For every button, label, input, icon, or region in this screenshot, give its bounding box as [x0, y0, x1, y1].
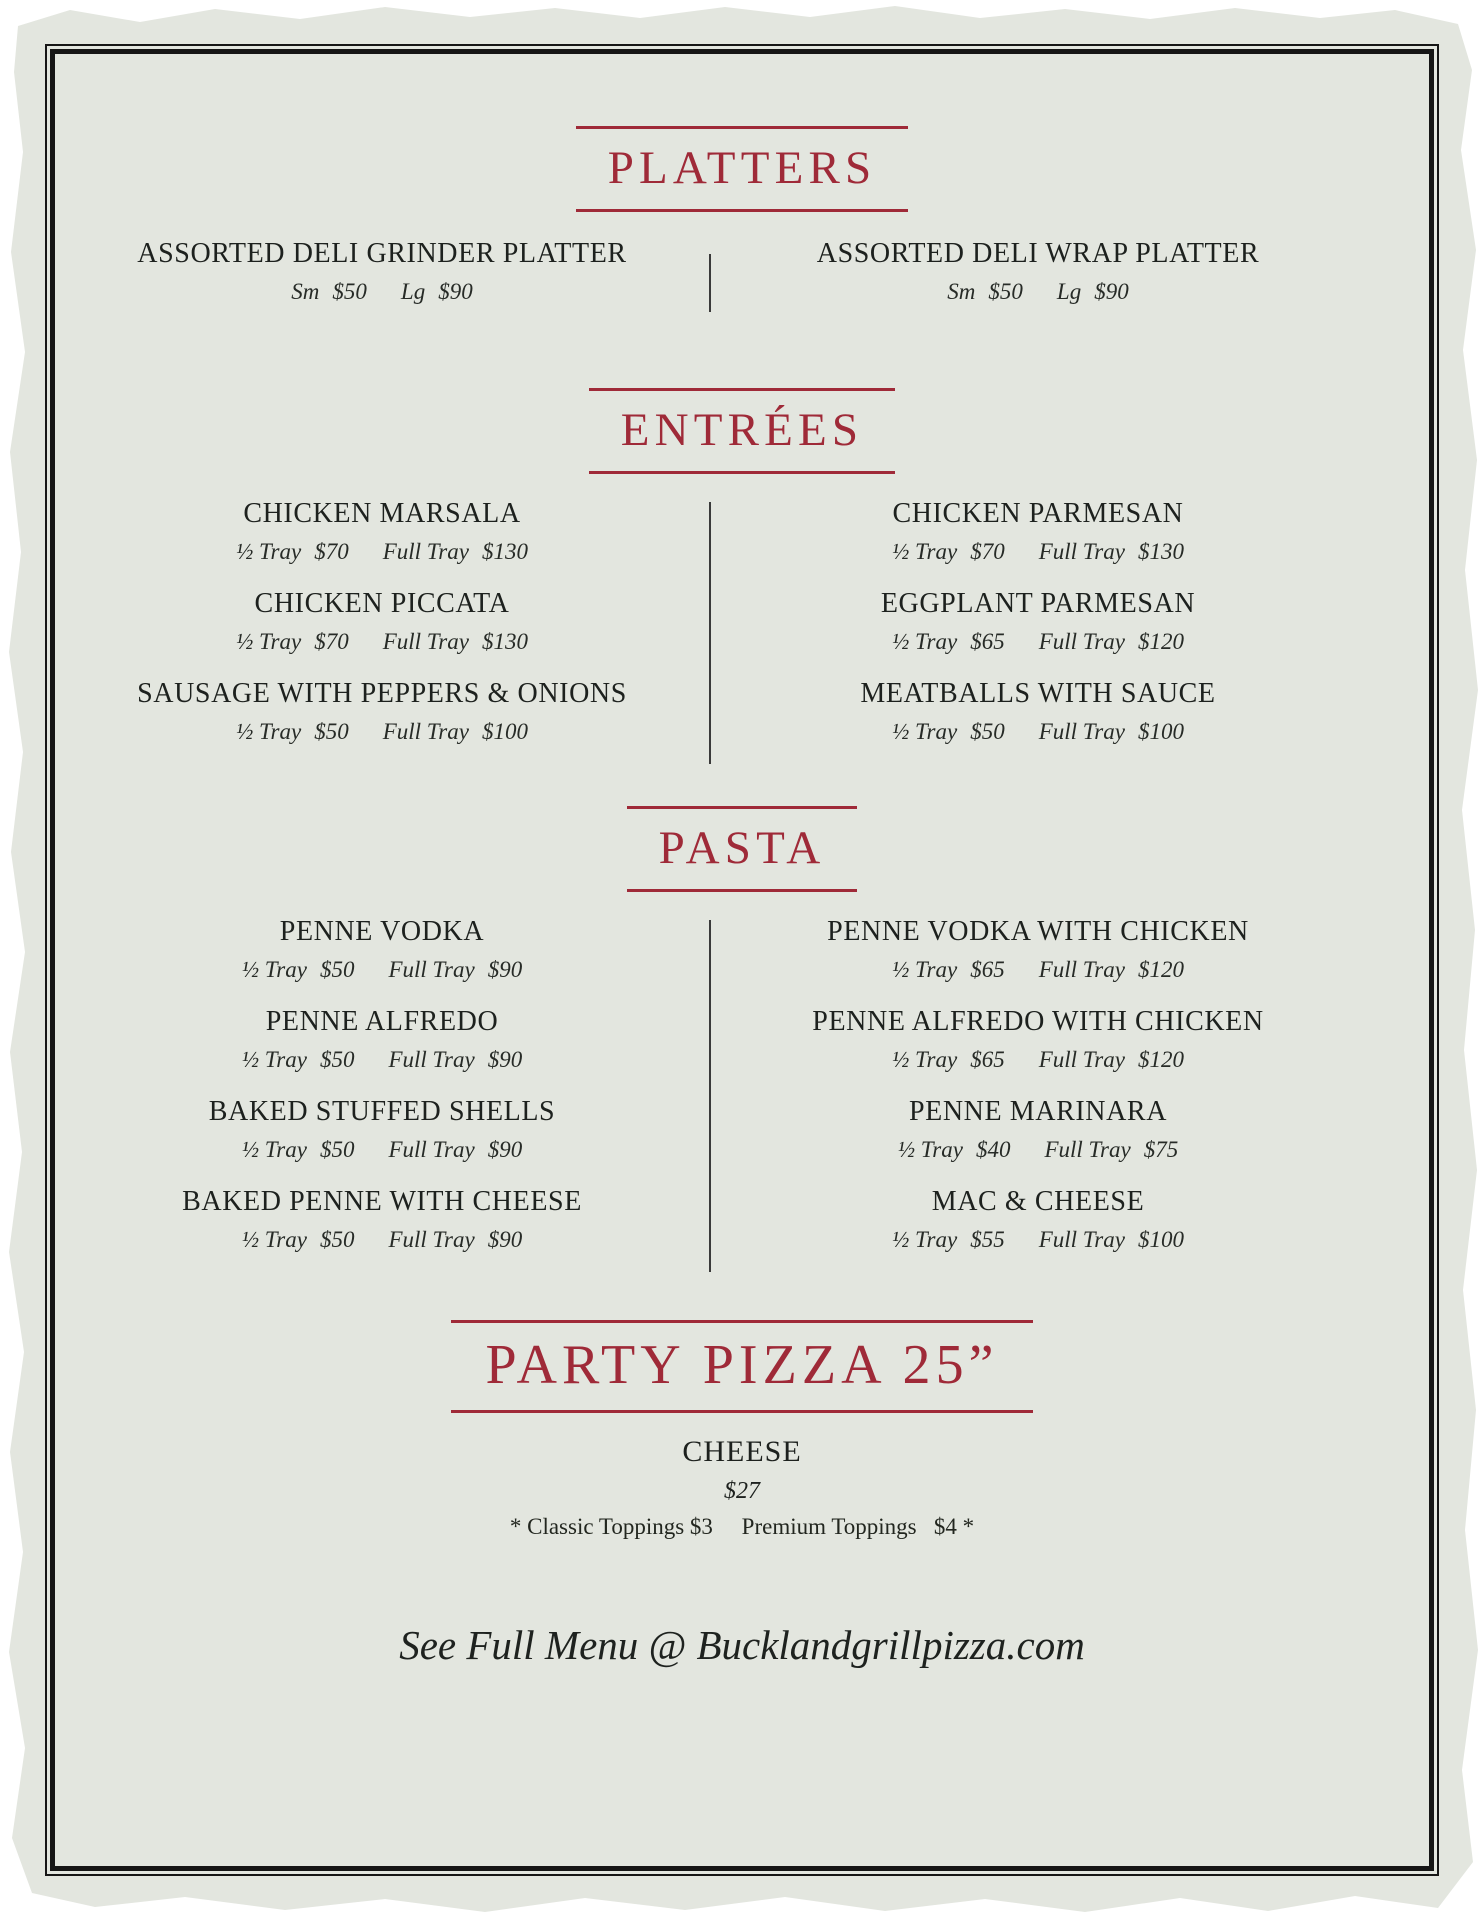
price-size-label: ½ Tray — [236, 629, 302, 655]
item-name: MAC & CHEESE — [931, 1186, 1145, 1218]
section-platters — [55, 126, 1429, 328]
menu-item-chicken-marsala — [55, 498, 709, 566]
price-size-label: Full Tray — [388, 957, 475, 983]
item-name: SAUSAGE WITH PEPPERS & ONIONS — [137, 678, 627, 710]
item-name: ASSORTED DELI GRINDER PLATTER — [137, 238, 627, 270]
price-value: $90 — [1094, 279, 1129, 305]
price-value: $50 — [332, 279, 367, 305]
menu-item-sausage-peppers-onions — [55, 678, 709, 746]
platters-right-column — [711, 238, 1429, 328]
price-value: $120 — [1137, 1047, 1184, 1073]
item-price-line — [711, 1136, 1365, 1164]
item-price-line — [711, 628, 1365, 656]
price-size-label: Full Tray — [382, 539, 469, 565]
section-entrees — [55, 388, 1429, 768]
price-value: $50 — [319, 1137, 355, 1163]
price-size-label: Sm — [291, 279, 320, 305]
menu-item-penne-vodka — [55, 916, 709, 984]
price-value: $90 — [487, 957, 523, 983]
item-price-line — [55, 1136, 709, 1164]
item-name: PENNE MARINARA — [908, 1096, 1168, 1128]
price-value: $70 — [314, 539, 349, 565]
menu-content — [55, 54, 1429, 1866]
price-size-label: Lg — [400, 279, 426, 305]
price-value: $50 — [314, 719, 349, 745]
price-value: $55 — [970, 1227, 1005, 1253]
entrees-columns — [55, 498, 1429, 768]
price-value: $50 — [319, 957, 355, 983]
price-value: $90 — [487, 1047, 523, 1073]
price-size-label: Full Tray — [382, 629, 469, 655]
item-price-line — [55, 956, 709, 984]
decorative-frame-inner — [50, 49, 1434, 1871]
item-price-line — [55, 1046, 709, 1074]
platters-left-column — [55, 238, 709, 328]
price-size-label: ½ Tray — [241, 957, 307, 983]
menu-item-penne-alfredo-with-chicken — [711, 1006, 1365, 1074]
section-party-pizza — [55, 1320, 1429, 1540]
menu-item-penne-marinara — [711, 1096, 1365, 1164]
platters-title: PLATTERS — [576, 126, 909, 212]
price-size-label: Full Tray — [1038, 957, 1125, 983]
price-size-label: Lg — [1056, 279, 1082, 305]
item-name: PENNE ALFREDO WITH CHICKEN — [812, 1006, 1264, 1038]
entrees-left-column — [55, 498, 709, 768]
menu-item-meatballs-with-sauce — [711, 678, 1365, 746]
decorative-frame-outer — [45, 44, 1439, 1876]
price-size-label: ½ Tray — [892, 1047, 958, 1073]
price-size-label: Full Tray — [1038, 1227, 1125, 1253]
full-menu-website-note: See Full Menu @ Bucklandgrillpizza.com — [399, 1621, 1085, 1668]
item-price-line — [711, 1046, 1365, 1074]
item-price-line — [711, 956, 1365, 984]
menu-item-eggplant-parmesan — [711, 588, 1365, 656]
price-value: $130 — [1137, 539, 1184, 565]
price-value: $50 — [988, 279, 1023, 305]
item-name: CHICKEN MARSALA — [243, 498, 521, 530]
price-value: $120 — [1137, 957, 1184, 983]
entrees-header — [55, 388, 1429, 474]
pasta-columns — [55, 916, 1429, 1276]
price-size-label: ½ Tray — [236, 539, 302, 565]
price-value: $75 — [1143, 1137, 1179, 1163]
menu-item-baked-stuffed-shells — [55, 1096, 709, 1164]
price-size-label: ½ Tray — [892, 1227, 958, 1253]
toppings-note: * Classic Toppings $3 Premium Toppings $4 * — [509, 1513, 975, 1539]
price-size-label: Full Tray — [388, 1227, 475, 1253]
item-price-line — [711, 538, 1365, 566]
menu-item-penne-vodka-with-chicken — [711, 916, 1365, 984]
pizza-item-name: CHEESE — [682, 1434, 802, 1468]
item-price-line — [711, 718, 1365, 746]
price-value: $50 — [319, 1227, 355, 1253]
item-name: PENNE VODKA — [279, 916, 485, 948]
price-value: $100 — [481, 719, 528, 745]
price-size-label: ½ Tray — [897, 1137, 963, 1163]
entrees-right-column — [711, 498, 1429, 768]
price-value: $90 — [487, 1137, 523, 1163]
price-size-label: ½ Tray — [241, 1137, 307, 1163]
price-value: $120 — [1137, 629, 1184, 655]
pasta-right-column — [711, 916, 1429, 1276]
party-pizza-header — [55, 1320, 1429, 1412]
price-size-label: Sm — [947, 279, 976, 305]
menu-item-deli-grinder-platter — [55, 238, 709, 306]
pasta-title: PASTA — [627, 806, 858, 892]
menu-item-deli-wrap-platter — [711, 238, 1365, 306]
menu-item-mac-and-cheese — [711, 1186, 1365, 1254]
item-name: PENNE ALFREDO — [265, 1006, 499, 1038]
price-value: $50 — [319, 1047, 355, 1073]
price-size-label: Full Tray — [1038, 719, 1125, 745]
price-value: $65 — [970, 629, 1005, 655]
price-size-label: ½ Tray — [892, 629, 958, 655]
price-value: $130 — [481, 539, 528, 565]
price-size-label: Full Tray — [388, 1137, 475, 1163]
price-value: $65 — [970, 1047, 1005, 1073]
item-price-line — [55, 538, 709, 566]
price-size-label: Full Tray — [1038, 539, 1125, 565]
item-price-line — [55, 1226, 709, 1254]
item-name: CHICKEN PARMESAN — [892, 498, 1184, 530]
price-size-label: ½ Tray — [236, 719, 302, 745]
price-size-label: ½ Tray — [241, 1227, 307, 1253]
item-name: ASSORTED DELI WRAP PLATTER — [816, 238, 1260, 270]
price-size-label: ½ Tray — [241, 1047, 307, 1073]
pasta-left-column — [55, 916, 709, 1276]
pizza-price: $27 — [724, 1477, 760, 1504]
platters-columns — [55, 238, 1429, 328]
price-value: $50 — [970, 719, 1005, 745]
item-name: BAKED PENNE WITH CHEESE — [182, 1186, 582, 1218]
platters-header — [55, 126, 1429, 212]
price-size-label: Full Tray — [1038, 629, 1125, 655]
price-size-label: Full Tray — [1038, 1047, 1125, 1073]
price-value: $90 — [487, 1227, 523, 1253]
price-value: $70 — [970, 539, 1005, 565]
item-price-line — [711, 1226, 1365, 1254]
price-value: $130 — [481, 629, 528, 655]
price-size-label: ½ Tray — [892, 539, 958, 565]
item-price-line — [55, 628, 709, 656]
price-value: $70 — [314, 629, 349, 655]
price-size-label: ½ Tray — [892, 957, 958, 983]
item-price-line — [55, 718, 709, 746]
menu-item-chicken-parmesan — [711, 498, 1365, 566]
section-pasta — [55, 806, 1429, 1276]
price-size-label: Full Tray — [382, 719, 469, 745]
price-size-label: Full Tray — [388, 1047, 475, 1073]
price-value: $100 — [1137, 1227, 1184, 1253]
item-price-line — [711, 278, 1365, 306]
item-name: PENNE VODKA WITH CHICKEN — [827, 916, 1249, 948]
price-value: $100 — [1137, 719, 1184, 745]
item-name: EGGPLANT PARMESAN — [880, 588, 1196, 620]
item-price-line — [55, 278, 709, 306]
party-pizza-title: PARTY PIZZA 25” — [451, 1320, 1032, 1412]
menu-item-penne-alfredo — [55, 1006, 709, 1074]
item-name: MEATBALLS WITH SAUCE — [860, 678, 1216, 710]
pasta-header — [55, 806, 1429, 892]
menu-item-baked-penne-with-cheese — [55, 1186, 709, 1254]
item-name: CHICKEN PICCATA — [254, 588, 510, 620]
price-value: $40 — [975, 1137, 1011, 1163]
price-size-label: ½ Tray — [892, 719, 958, 745]
menu-item-chicken-piccata — [55, 588, 709, 656]
price-value: $65 — [970, 957, 1005, 983]
item-name: BAKED STUFFED SHELLS — [208, 1096, 556, 1128]
entrees-title: ENTRÉES — [589, 388, 895, 474]
price-value: $90 — [438, 279, 473, 305]
price-size-label: Full Tray — [1044, 1137, 1131, 1163]
